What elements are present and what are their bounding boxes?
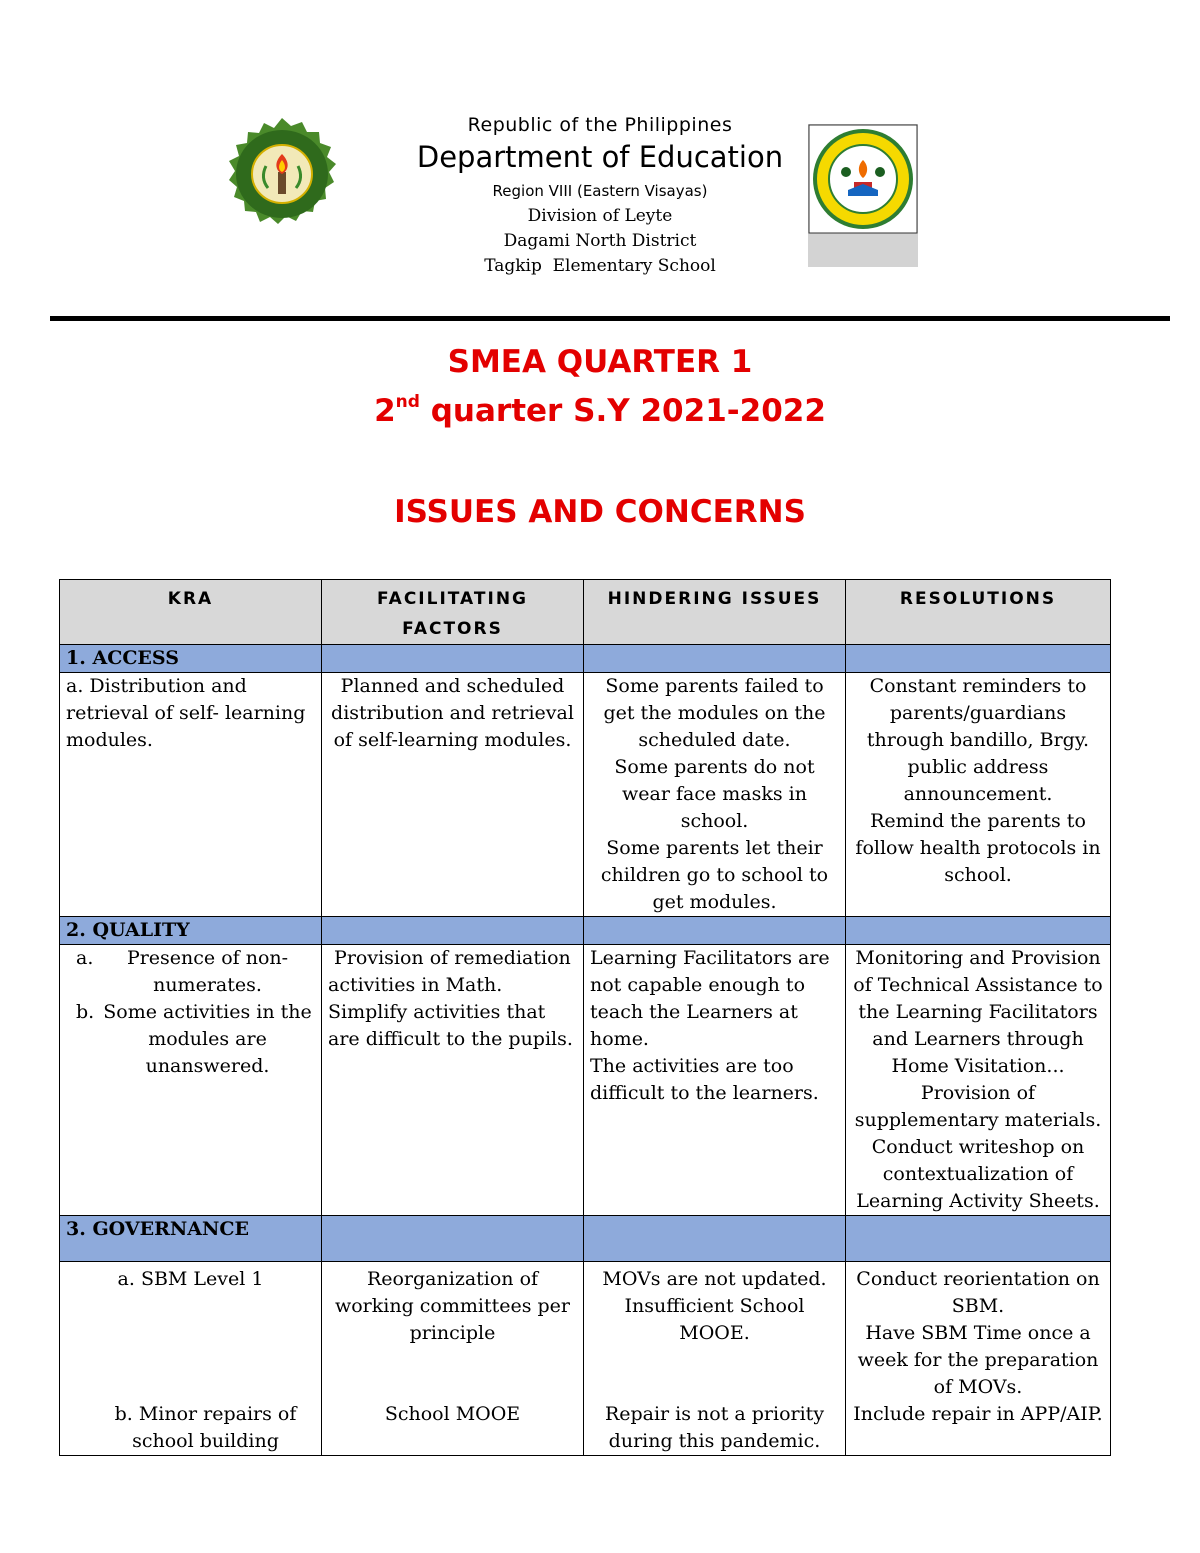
hindering-item: Repair is not a priority during this pandemic. (604, 1403, 825, 1452)
section-row-governance (60, 1216, 1111, 1262)
section-label: 3. GOVERNANCE (60, 1216, 322, 1262)
table-header-row (60, 580, 1111, 645)
resolution-cell (846, 1262, 1111, 1456)
col-header-hindering: HINDERING ISSUES (584, 580, 846, 645)
report-subtitle (0, 392, 1200, 429)
resolution-item: Conduct writeshop on contextualization of Learning Activity Sheets. (856, 1136, 1100, 1212)
kra-list-item: a. Presence of non-numerates. (76, 947, 289, 996)
table-row (60, 1262, 1111, 1456)
facilitating-item: Simplify activities that are difficult to the pupils. (328, 1001, 573, 1050)
quarter-number: 2 (374, 393, 396, 429)
col-header-kra: KRA (60, 580, 322, 645)
school-year: quarter S.Y 2021-2022 (419, 393, 826, 429)
facilitating-cell (322, 945, 584, 1216)
list-marker: a. (76, 947, 94, 969)
kra-cell: a. Distribution and retrieval of self- learning modules. (60, 673, 322, 917)
header-divider (50, 316, 1170, 321)
division-line: Division of Leyte (527, 206, 673, 226)
resolution-item: Remind the parents to follow health protocols in school. (855, 810, 1101, 886)
report-title: SMEA QUARTER 1 (447, 344, 753, 380)
hindering-item: Some parents failed to get the modules on the scheduled date. (603, 675, 826, 751)
district-line: Dagami North District (503, 231, 697, 251)
facilitating-item: School MOOE (384, 1403, 521, 1425)
col-header-resolutions: RESOLUTIONS (846, 580, 1111, 645)
section-label: 2. QUALITY (60, 917, 322, 945)
table-row (60, 945, 1111, 1216)
resolution-item: Constant reminders to parents/guardians through bandillo, Brgy. public address announcement. (866, 675, 1090, 805)
facilitating-cell (322, 1262, 584, 1456)
col-header-facilitating: FACILITATING FACTORS (322, 580, 584, 645)
hindering-item: Some parents let their children go to school to get modules. (600, 837, 829, 913)
section-heading: ISSUES AND CONCERNS (394, 494, 806, 530)
resolution-item: Provision of supplementary materials. (854, 1082, 1102, 1131)
tagkip-elementary-school-seal (808, 124, 918, 267)
resolution-item: Have SBM Time once a week for the preparation of MOVs. (857, 1322, 1099, 1398)
hindering-item: The activities are too difficult to the learners. (590, 1055, 819, 1104)
facilitating-item: Reorganization of working committees per principle (334, 1268, 571, 1344)
resolution-cell (846, 945, 1111, 1216)
facilitating-item: Provision of remediation activities in Math. (328, 947, 577, 996)
resolution-group (852, 1266, 1104, 1401)
hindering-group (590, 1266, 839, 1401)
hindering-cell (584, 945, 846, 1216)
region-line: Region VIII (Eastern Visayas) (492, 182, 708, 200)
kra-cell (60, 945, 322, 1216)
table-row (60, 673, 1111, 917)
hindering-cell (584, 673, 846, 917)
quarter-suffix: nd (395, 392, 420, 412)
hindering-item: Learning Facilitators are not capable enough to teach the Learners at home. (590, 947, 830, 1050)
issues-concerns-table (59, 579, 1111, 1456)
hindering-item: Insufficient School MOOE. (624, 1295, 805, 1344)
hindering-item: Some parents do not wear face masks in school. (614, 756, 815, 832)
section-label: 1. ACCESS (60, 645, 322, 673)
list-marker: b. (76, 1001, 95, 1023)
hindering-cell (584, 1262, 846, 1456)
republic-line: Republic of the Philippines (467, 114, 733, 136)
hindering-item: MOVs are not updated. (602, 1268, 827, 1290)
kra-item: a. SBM Level 1 (117, 1268, 264, 1290)
section-row-quality (60, 917, 1111, 945)
department-name: Department of Education (416, 140, 784, 174)
resolution-item: Monitoring and Provision of Technical Assistance to the Learning Facilitators and Learners through Home Visitation... (853, 947, 1103, 1077)
facilitating-cell: Planned and scheduled distribution and retrieval of self-learning modules. (322, 673, 584, 917)
section-row-access (60, 645, 1111, 673)
kra-item: b. Minor repairs of school building (114, 1403, 297, 1452)
resolution-item: Conduct reorientation on SBM. (856, 1268, 1100, 1317)
kra-cell (60, 1262, 322, 1456)
school-line: Tagkip Elementary School (484, 256, 716, 276)
resolution-cell (846, 673, 1111, 917)
kra-list-item: b. Some activities in the modules are unanswered. (76, 1001, 312, 1077)
resolution-item: Include repair in APP/AIP. (853, 1403, 1103, 1425)
